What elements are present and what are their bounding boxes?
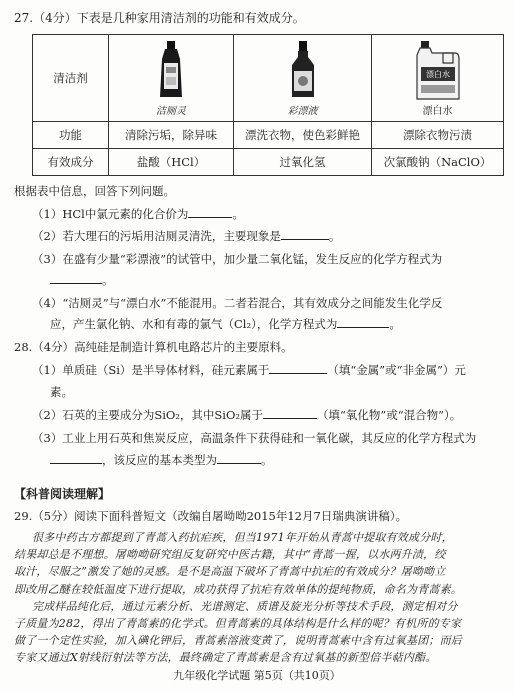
passage-line: 子质量为282，得出了青蒿素的化学式。但青蒿素的具体结构是什么样的呢？有机所的专家 [14,617,462,630]
product-name: 彩漂液 [287,106,318,117]
q29-title: 29.（5分）阅读下面科普短文（改编自屠呦呦2015年12月7日瑞典演讲稿）。 [14,509,408,523]
function-cell: 清除污垢，除异味 [109,122,234,149]
table-row [33,122,504,149]
toilet-cleaner-bottle-image [156,41,186,99]
q28-item-3-cont [14,452,500,468]
function-cell: 漂洗衣物，使色彩鲜艳 [234,122,372,149]
table-row [33,35,504,122]
question-text: 。 [261,453,273,467]
q27-lead: 根据表中信息，回答下列问题。 [14,184,175,198]
cleaner-table [32,34,504,176]
function-cell: 漂除衣物污渍 [372,122,504,149]
question-text: （2）若大理石的污垢用洁厕灵清洗，主要现象是 [32,229,281,243]
q28-item-3 [14,430,500,446]
answer-blank[interactable] [217,453,261,464]
q27-item-3-cont [14,272,500,288]
q27-item-2 [14,228,500,244]
q27-item-4-cont [14,316,500,332]
answer-blank[interactable] [281,229,329,240]
passage-line: 很多中药古方都提到了青蒿入药抗疟疾，但当1971年开始从青蒿中提取有效成分时， [32,531,453,544]
question-text: （3）工业上用石英和焦炭反应，高温条件下获得硅和一氧化碳，其反应的化学方程式为 [32,431,477,445]
q28-item-2 [14,407,500,423]
question-text: 。 [328,229,341,243]
row-label-function: 功能 [33,122,109,149]
q28-title: 28.（4分）高纯硅是制造计算机电路芯片的主要原料。 [14,340,293,354]
question-text: （4）“洁厕灵”与“漂白水”不能混用。二者若混合，其有效成分之间能发生化学反 [32,296,443,310]
jug-label-text: 漂白水 [425,70,450,79]
q28-item-1-cont: 素。 [50,385,73,399]
passage-line: 取汁，尽服之”激发了她的灵感。是不是高温下破坏了青蒿中抗疟的有效成分？屠呦呦立 [14,565,446,579]
answer-blank[interactable] [50,453,102,464]
row-label-cleaner: 清洁剂 [33,35,109,122]
passage-line: 完成样品纯化后，通过元素分析、光谱测定、质谱及旋光分析等技术手段，测定相对分 [32,599,458,613]
product-name: 漂白水 [422,106,453,117]
answer-blank[interactable] [188,207,232,218]
question-text: （填“氧化物”或“混合物”）。 [317,408,462,422]
q28-item-1 [14,362,500,378]
passage-line: 结果却总是不理想。屠呦呦研究组反复研究中医古籍，其中“青蒿一握，以水两升渍，绞 [14,548,446,562]
q27-item-4 [14,295,500,311]
question-text: 。 [102,273,114,287]
passage-line: 做了一个定性实验，加入碘化钾后，青蒿素溶液变黄了，说明青蒿素中含有过氧基团；而后 [14,634,462,648]
page-footer: 九年级化学试题 第5页（共10页） [173,669,341,682]
answer-blank[interactable] [269,363,327,374]
ingredient-cell: 次氯酸钠（NaClO） [372,149,504,176]
question-text: （1）HCl中氯元素的化合价为 [32,207,189,221]
question-text: 应，产生氯化钠、水和有毒的氯气（Cl₂），化学方程式为 [50,317,338,331]
product-cell-1 [109,35,234,122]
ingredient-cell: 盐酸（HCl） [109,149,234,176]
row-label-ingredient: 有效成分 [33,149,109,176]
q27-item-3 [14,251,500,267]
bleach-jug-image [415,41,461,101]
question-text: （1）单质硅（Si）是半导体材料，硅元素属于 [32,363,270,377]
table-row [33,149,504,176]
question-text: （填“金属”或“非金属”）元 [327,363,466,377]
answer-blank[interactable] [50,273,102,284]
color-bleach-bottle-image [288,41,318,99]
question-text: 。 [389,317,401,331]
answer-blank[interactable] [263,408,317,419]
passage-line: 即改用乙醚在较低温度下进行提取，成功获得了抗疟有效单体的提纯物质，命名为青蒿素。 [14,582,462,596]
product-cell-3 [372,35,504,122]
question-text: （2）石英的主要成分为SiO₂，其中SiO₂属于 [32,408,264,422]
product-cell-2 [234,35,372,122]
question-text: （3）在盛有少量“彩漂液”的试管中，加少量二氧化锰，发生反应的化学方程式为 [32,252,443,266]
question-text: ，该反应的基本类型为 [102,453,217,467]
question-text: 。 [232,207,244,221]
product-name: 洁厕灵 [156,106,186,117]
answer-blank[interactable] [337,317,389,328]
q27-title: 27.（4分）下表是几种家用清洁剂的功能和有效成分。 [14,11,305,25]
q27-item-1 [14,206,500,222]
ingredient-cell: 过氧化氢 [234,149,372,176]
passage-line: 专家又通过X射线衍射法等方法，最终确定了青蒿素是含有过氧基的新型倍半萜内酯。 [14,651,437,665]
section-heading: 【科普阅读理解】 [14,487,111,501]
